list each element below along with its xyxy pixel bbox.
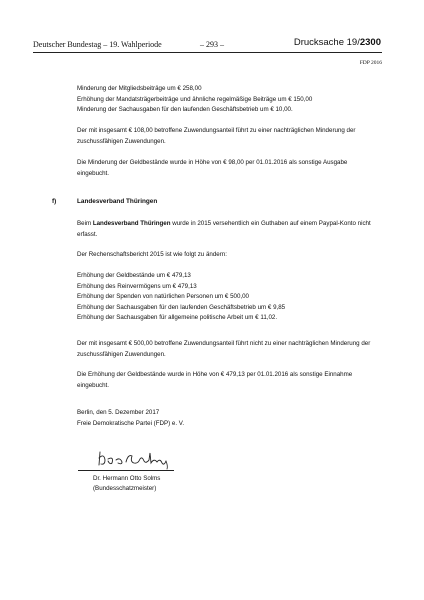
- place-date: Berlin, den 5. Dezember 2017: [77, 409, 160, 416]
- list-item: Erhöhung der Mandatsträgerbeiträge und ähnliche regelmäßige Beiträge um € 150,00: [77, 95, 313, 103]
- paragraph-zuwendungsanteil-1: Der mit insgesamt € 108,00 betroffene Zuwendungsanteil führt zu einer nachträglichen Minderung der zuschussfähigen Zuwendungen.: [77, 127, 356, 145]
- signer-block: [93, 474, 160, 494]
- paragraph-zuwendungsanteil-2: Der mit insgesamt € 500,00 betroffene Zuwendungsanteil führt nicht zu einer nachträglichen Minderung der zuschussfähigen Zuwendungen.: [77, 340, 371, 358]
- section-letter: f): [52, 198, 57, 205]
- organisation: Freie Demokratische Partei (FDP) e. V.: [77, 419, 185, 427]
- header-sub: FDP 2016: [359, 60, 382, 66]
- header-rule: [33, 52, 382, 53]
- signer-name: Dr. Hermann Otto Solms: [93, 475, 161, 482]
- paragraph-geldbestaende-2: Die Erhöhung der Geldbestände wurde in Höhe von € 479,13 per 01.01.2016 als sonstige Einnahme eingebucht.: [77, 371, 353, 389]
- change-list-1: [77, 84, 377, 116]
- change-list-2: [77, 271, 377, 324]
- list-item: Minderung der Sachausgaben für den laufenden Geschäftsbetrieb um € 10,00.: [77, 106, 293, 114]
- paragraph-geldbestaende-1: Die Minderung der Geldbestände wurde in Höhe von € 98,00 per 01.01.2016 als sonstige Ausgabe eingebucht.: [77, 159, 348, 177]
- signature-line: [78, 470, 174, 471]
- list-item: Erhöhung der Spenden von natürlichen Personen um € 500,00: [77, 293, 249, 301]
- header-drucksache: [294, 37, 381, 48]
- drucksache-number: 2300: [359, 37, 381, 48]
- list-item: Erhöhung der Sachausgaben für allgemeine politische Arbeit um € 11,02.: [77, 314, 278, 322]
- section-title: Landesverband Thüringen: [77, 198, 158, 205]
- paragraph-intro: Beim Landesverband Thüringen wurde in 2015 versehentlich ein Guthaben auf einem Paypal-Konto nicht erfasst.: [77, 220, 371, 238]
- closing-block: [77, 408, 377, 429]
- list-item: Minderung der Mitgliedsbeiträge um € 258,00: [77, 85, 202, 92]
- handwritten-signature: [96, 448, 176, 470]
- list-item: Erhöhung der Geldbestände um € 479,13: [77, 272, 191, 279]
- list-item: Erhöhung des Reinvermögens um € 479,13: [77, 282, 197, 290]
- drucksache-label: Drucksache 19/: [293, 37, 360, 48]
- change-intro: Der Rechenschaftsbericht 2015 ist wie folgt zu ändern:: [77, 251, 227, 258]
- header-parliament: Deutscher Bundestag – 19. Wahlperiode: [33, 40, 162, 49]
- signer-role: (Bundesschatzmeister): [93, 485, 157, 493]
- intro-bold: Landesverband Thüringen: [92, 220, 171, 227]
- list-item: Erhöhung der Sachausgaben für den laufenden Geschäftsbetrieb um € 9,85: [77, 303, 286, 311]
- header-page-number: – 293 –: [200, 40, 224, 49]
